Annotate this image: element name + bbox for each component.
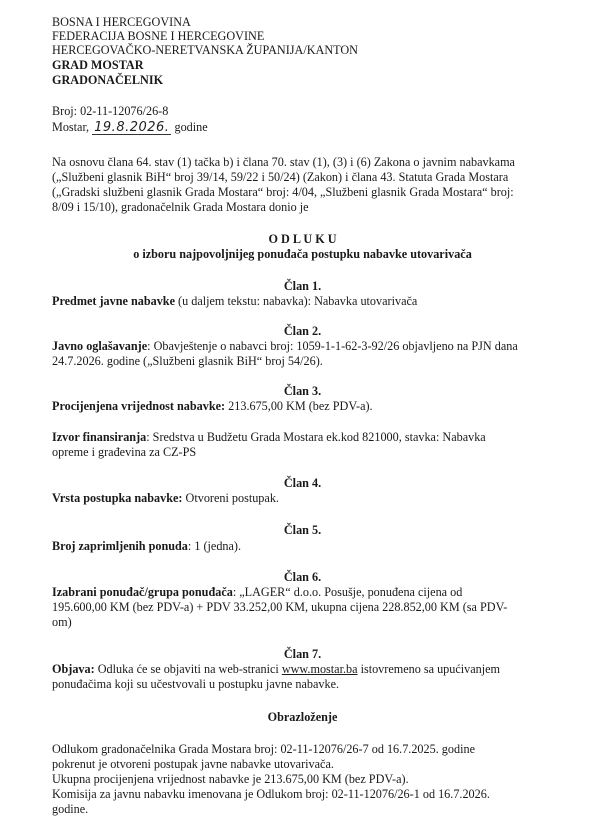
article-4-body: Vrsta postupka nabavke: Otvoreni postupak. bbox=[52, 491, 279, 505]
website-link[interactable]: www.mostar.ba bbox=[281, 662, 358, 676]
header-country: BOSNA I HERCEGOVINA bbox=[52, 15, 191, 29]
explanation-line-3: Ukupna procijenjena vrijednost nabavke je 213.675,00 KM (bez PDV-a). bbox=[52, 772, 409, 786]
article-2-heading: Član 2. bbox=[283, 324, 322, 338]
handwritten-date: 19.8.2026. bbox=[94, 120, 170, 135]
article-7-body-line-2: ponuđačima koji su učestvovali u postupku javne nabavke. bbox=[52, 677, 340, 691]
article-6-body-line-3: om) bbox=[52, 615, 72, 629]
intro-line-1: Na osnovu člana 64. stav (1) tačka b) i člana 70. stav (1), (3) i (6) Zakona o javnim nabavkama bbox=[52, 155, 515, 169]
article-3-body: Procijenjena vrijednost nabavke: 213.675,00 KM (bez PDV-a). bbox=[52, 399, 373, 413]
decision-title: O D L U K U bbox=[268, 232, 337, 246]
article-6-heading: Član 6. bbox=[283, 570, 322, 584]
article-5-body: Broj zaprimljenih ponuda: 1 (jedna). bbox=[52, 539, 242, 553]
explanation-heading: Obrazloženje bbox=[267, 710, 338, 724]
article-5-heading: Član 5. bbox=[283, 523, 322, 537]
explanation-line-2: pokrenut je otvoreni postupak javne nabavke utovarivača. bbox=[52, 757, 334, 771]
intro-line-3: („Gradski službeni glasnik Grada Mostara“ broj: 4/04, „Službeni glasnik Grada Mostara“ broj: bbox=[52, 185, 514, 199]
article-2-body-line-1: Javno oglašavanje: Obavještenje o nabavci broj: 1059-1-1-62-3-92/26 objavljeno na PJN dana bbox=[52, 339, 518, 353]
article-7-body-line-1: Objava: Odluka će se objaviti na web-stranici www.mostar.ba istovremeno sa upućivanjem bbox=[52, 662, 501, 676]
reference-date-line bbox=[52, 120, 208, 135]
header-federation: FEDERACIJA BOSNE I HERCEGOVINE bbox=[52, 29, 265, 43]
header-office: GRADONAČELNIK bbox=[52, 73, 164, 87]
intro-line-2: („Službeni glasnik BiH“ broj 39/14, 59/22 i 50/24) (Zakon) i člana 43. Statuta Grada Mostara bbox=[52, 170, 509, 184]
article-3-financing-line-2: opreme i građevina za CZ-PS bbox=[52, 445, 197, 459]
decision-subtitle: o izboru najpovoljnijeg ponuđača postupku nabavke utovarivača bbox=[133, 247, 472, 261]
article-7-heading: Član 7. bbox=[283, 647, 322, 661]
article-6-body-line-1: Izabrani ponuđač/grupa ponuđača: „LAGER“ d.o.o. Posušje, ponuđena cijena od bbox=[52, 585, 463, 599]
explanation-line-1: Odlukom gradonačelnika Grada Mostara broj: 02-11-12076/26-7 od 16.7.2025. godine bbox=[52, 742, 475, 756]
article-2-body-line-2: 24.7.2026. godine („Službeni glasnik BiH“ broj 54/26). bbox=[52, 354, 323, 368]
article-1-body: Predmet javne nabavke (u daljem tekstu: nabavka): Nabavka utovarivača bbox=[52, 294, 418, 308]
intro-line-4: 8/09 i 15/10), gradonačelnik Grada Mostara donio je bbox=[52, 200, 309, 214]
article-3-heading: Član 3. bbox=[283, 384, 322, 398]
article-1-heading: Član 1. bbox=[283, 279, 322, 293]
header-canton: HERCEGOVAČKO-NERETVANSKA ŽUPANIJA/KANTON bbox=[52, 43, 358, 57]
explanation-line-5: godine. bbox=[52, 802, 89, 816]
article-4-heading: Član 4. bbox=[283, 476, 322, 490]
explanation-line-4: Komisija za javnu nabavku imenovana je Odlukom broj: 02-11-12076/26-1 od 16.7.2026. bbox=[52, 787, 490, 801]
article-6-body-line-2: 195.600,00 KM (bez PDV-a) + PDV 33.252,00 KM, ukupna cijena 228.852,00 KM (sa PDV- bbox=[52, 600, 508, 614]
article-3-financing-line-1: Izvor finansiranja: Sredstva u Budžetu Grada Mostara ek.kod 821000, stavka: Nabavka bbox=[52, 430, 486, 444]
header-city: GRAD MOSTAR bbox=[52, 58, 144, 72]
reference-place: Mostar, bbox=[52, 120, 90, 134]
reference-godine: godine bbox=[174, 120, 208, 134]
reference-number: Broj: 02-11-12076/26-8 bbox=[52, 104, 169, 118]
